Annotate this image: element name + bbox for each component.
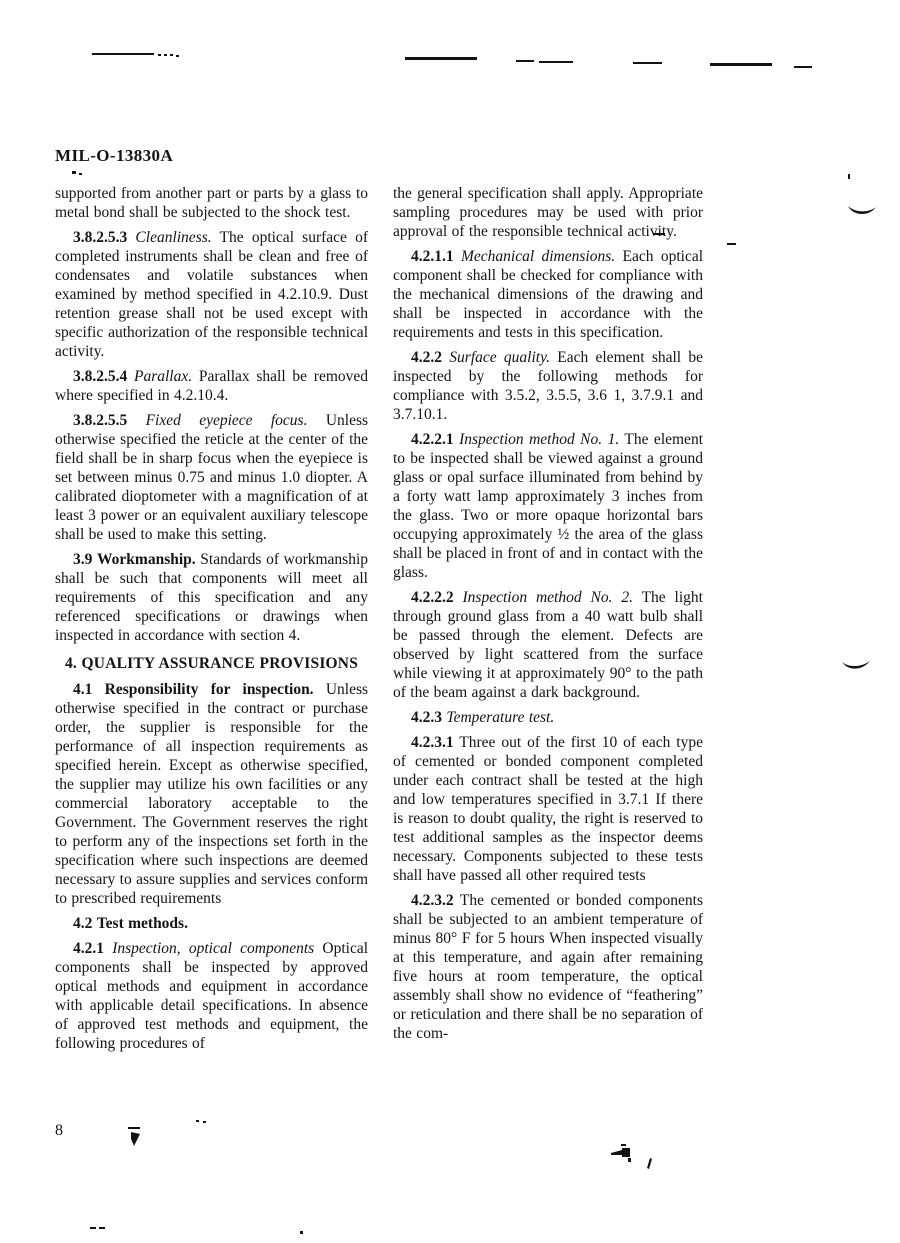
- paragraph-4-2: [55, 914, 368, 933]
- scan-inkblot-icon: [126, 1127, 146, 1149]
- section-text: The light through ground glass from a 40 watt bulb shall be passed through the element. Defects are observed by light scattered from the surface while viewing it at approximately 90° to the path of the beam against a dark background.: [393, 589, 703, 701]
- scan-dot-mark: [164, 54, 167, 56]
- section-number: 3.9: [73, 551, 93, 568]
- scan-dash-mark: [92, 53, 154, 55]
- section-text: Optical components shall be inspected by approved optical methods and equipment in accordance with applicable detail specifications. In absence of approved test methods and equipment, the following procedures of: [55, 940, 369, 1052]
- scan-dash-mark: [727, 243, 736, 245]
- section-title: Inspection method No. 1.: [459, 431, 620, 448]
- section-title: Cleanliness.: [135, 229, 212, 246]
- scan-smudge-icon: [847, 203, 877, 219]
- section-title: Inspection, optical components: [112, 940, 315, 957]
- page-number: 8: [55, 1122, 63, 1139]
- scan-dash-mark: [516, 60, 534, 62]
- section-text: Unless otherwise specified in the contract or purchase order, the supplier is responsible for the performance of all inspection requirements as specified herein. Except as otherwise specified, the supplier may utilize his own facilities or any commercial laboratory acceptable to the Government. The Government reserves the right to perform any of the inspections set forth in the specification where such inspections are deemed necessary to assure supplies and services conform to prescribed requirements: [55, 681, 369, 907]
- scan-dot-mark: [203, 1121, 206, 1123]
- scan-dot-mark: [170, 54, 173, 56]
- section-number: 4.2.1.1: [411, 248, 454, 265]
- section-text: The optical surface of completed instruments shall be clean and free of condensates and volatile substances when examined by method specified in 4.2.10.9. Dust retention grease shall not be used except with specific authorization of the responsible technical activity.: [55, 229, 368, 360]
- scan-dot-mark: [300, 1231, 303, 1234]
- paragraph-continuation: [55, 184, 368, 222]
- section-heading-quality-assurance: 4. QUALITY ASSURANCE PROVISIONS: [64, 655, 359, 672]
- section-number: 4.2.2.2: [411, 589, 454, 606]
- scan-dash-mark: [794, 66, 812, 68]
- section-number: 4.2.2.1: [411, 431, 454, 448]
- section-number: 4.1: [73, 681, 93, 698]
- scan-dash-mark: [90, 1227, 96, 1229]
- paragraph-continuation: [393, 184, 703, 241]
- section-number: 3.8.2.5.5: [73, 412, 128, 429]
- scan-dash-mark: [710, 63, 772, 66]
- paragraph-4-2-2: [393, 348, 703, 424]
- section-title: Mechanical dimensions.: [460, 248, 616, 265]
- scan-dash-mark: [405, 57, 477, 60]
- paragraph-text: supported from another part or parts by a glass to metal bond shall be subjected to the shock test.: [55, 185, 368, 221]
- section-number: 4.2.2: [411, 349, 442, 366]
- section-text: The cemented or bonded components shall be subjected to an ambient temperature of minus 80° F for 5 hours When inspected visually at this temperature, and again after remaining five hours at room temperature, the optical assembly shall show no evidence of “feathering” or reticulation and there shall be no separation of the com-: [393, 892, 703, 1042]
- paragraph-4-2-1-1: [393, 247, 703, 342]
- paragraph-4-2-2-1: [393, 430, 703, 582]
- scan-inkblot-icon: [611, 1144, 637, 1166]
- scan-comma-mark: [645, 1158, 653, 1170]
- paragraph-3-8-2-5-5: [55, 411, 368, 544]
- right-column: [393, 184, 703, 1049]
- paragraph-4-2-1: [55, 939, 368, 1053]
- section-title: Surface quality.: [449, 349, 550, 366]
- paragraph-4-2-2-2: [393, 588, 703, 702]
- section-text: Unless otherwise specified the reticle at the center of the field shall be in sharp focus when the eyepiece is set between minus 0.75 and minus 1.0 diopter. A calibrated dioptometer with a magnification of at least 3 power or an equivalent auxiliary telescope shall be used to make this setting.: [55, 412, 369, 543]
- section-text: Standards of workmanship shall be such that components will meet all requirements of this specification and any referenced specifications or drawings when inspected in accordance with section 4.: [55, 551, 368, 644]
- left-column: [55, 184, 368, 1059]
- section-title: Fixed eyepiece focus.: [145, 412, 308, 429]
- section-title: Workmanship.: [97, 551, 196, 568]
- scan-speck-mark: [79, 173, 82, 175]
- section-text: Each element shall be inspected by the following methods for compliance with 3.5.2, 3.5.5, 3.6 1, 3.7.9.1 and 3.7.10.1.: [393, 349, 704, 423]
- paragraph-4-2-3: [393, 708, 703, 727]
- section-text: The element to be inspected shall be viewed against a ground glass or opal surface illuminated from behind by a forty watt lamp approximately 3 inches from the glass. Two or more opaque horizontal bars occupying approximately ½ the area of the glass shall be placed in front of and in contact with the glass.: [393, 431, 703, 581]
- scan-dash-mark: [539, 61, 573, 63]
- paragraph-4-2-3-2: [393, 891, 703, 1043]
- paragraph-3-8-2-5-3: [55, 228, 368, 361]
- scan-dot-mark: [196, 1120, 199, 1122]
- paragraph-4-1: [55, 680, 368, 908]
- section-title: Test methods.: [96, 915, 188, 932]
- paragraph-3-8-2-5-4: [55, 367, 368, 405]
- section-text: Three out of the first 10 of each type of cemented or bonded component completed under each contract shall be tested at the high and low temperatures specified in 3.7.1 If there is reason to doubt quality, the right is reserved to test additional samples as the inspector deems necessary. Components subjected to these tests shall have passed all other required tests: [393, 734, 703, 884]
- scan-dot-mark: [158, 54, 161, 56]
- section-number: 4.2: [73, 915, 93, 932]
- paragraph-3-9: [55, 550, 368, 645]
- section-title: Inspection method No. 2.: [462, 589, 633, 606]
- section-text: Parallax shall be removed where specified in 4.2.10.4.: [55, 368, 369, 404]
- scan-dash-mark: [633, 62, 662, 64]
- section-number: 3.8.2.5.4: [73, 368, 128, 385]
- paragraph-4-2-3-1: [393, 733, 703, 885]
- section-text: Each optical component shall be checked for compliance with the mechanical dimensions of the drawing and shall be inspected in accordance with the requirements and tests in this specification.: [393, 248, 704, 341]
- section-number: 4.2.1: [73, 940, 104, 957]
- scan-dash-mark: [99, 1227, 105, 1229]
- scan-smudge-icon: [841, 658, 871, 674]
- doc-number: MIL-O-13830A: [55, 146, 174, 165]
- section-title: Responsibility for inspection.: [104, 681, 314, 698]
- section-title: Temperature test.: [446, 709, 555, 726]
- scan-dot-mark: [176, 55, 179, 57]
- section-number: 4.2.3.1: [411, 734, 454, 751]
- scan-speck-mark: [72, 171, 76, 174]
- section-number: 4.2.3.2: [411, 892, 454, 909]
- section-number: 3.8.2.5.3: [73, 229, 128, 246]
- paragraph-text: the general specification shall apply. Appropriate sampling procedures may be used with prior approval of the responsible technical activity.: [393, 185, 703, 240]
- section-title: Parallax.: [134, 368, 193, 385]
- scan-tick-mark: [848, 174, 850, 179]
- section-number: 4.2.3: [411, 709, 442, 726]
